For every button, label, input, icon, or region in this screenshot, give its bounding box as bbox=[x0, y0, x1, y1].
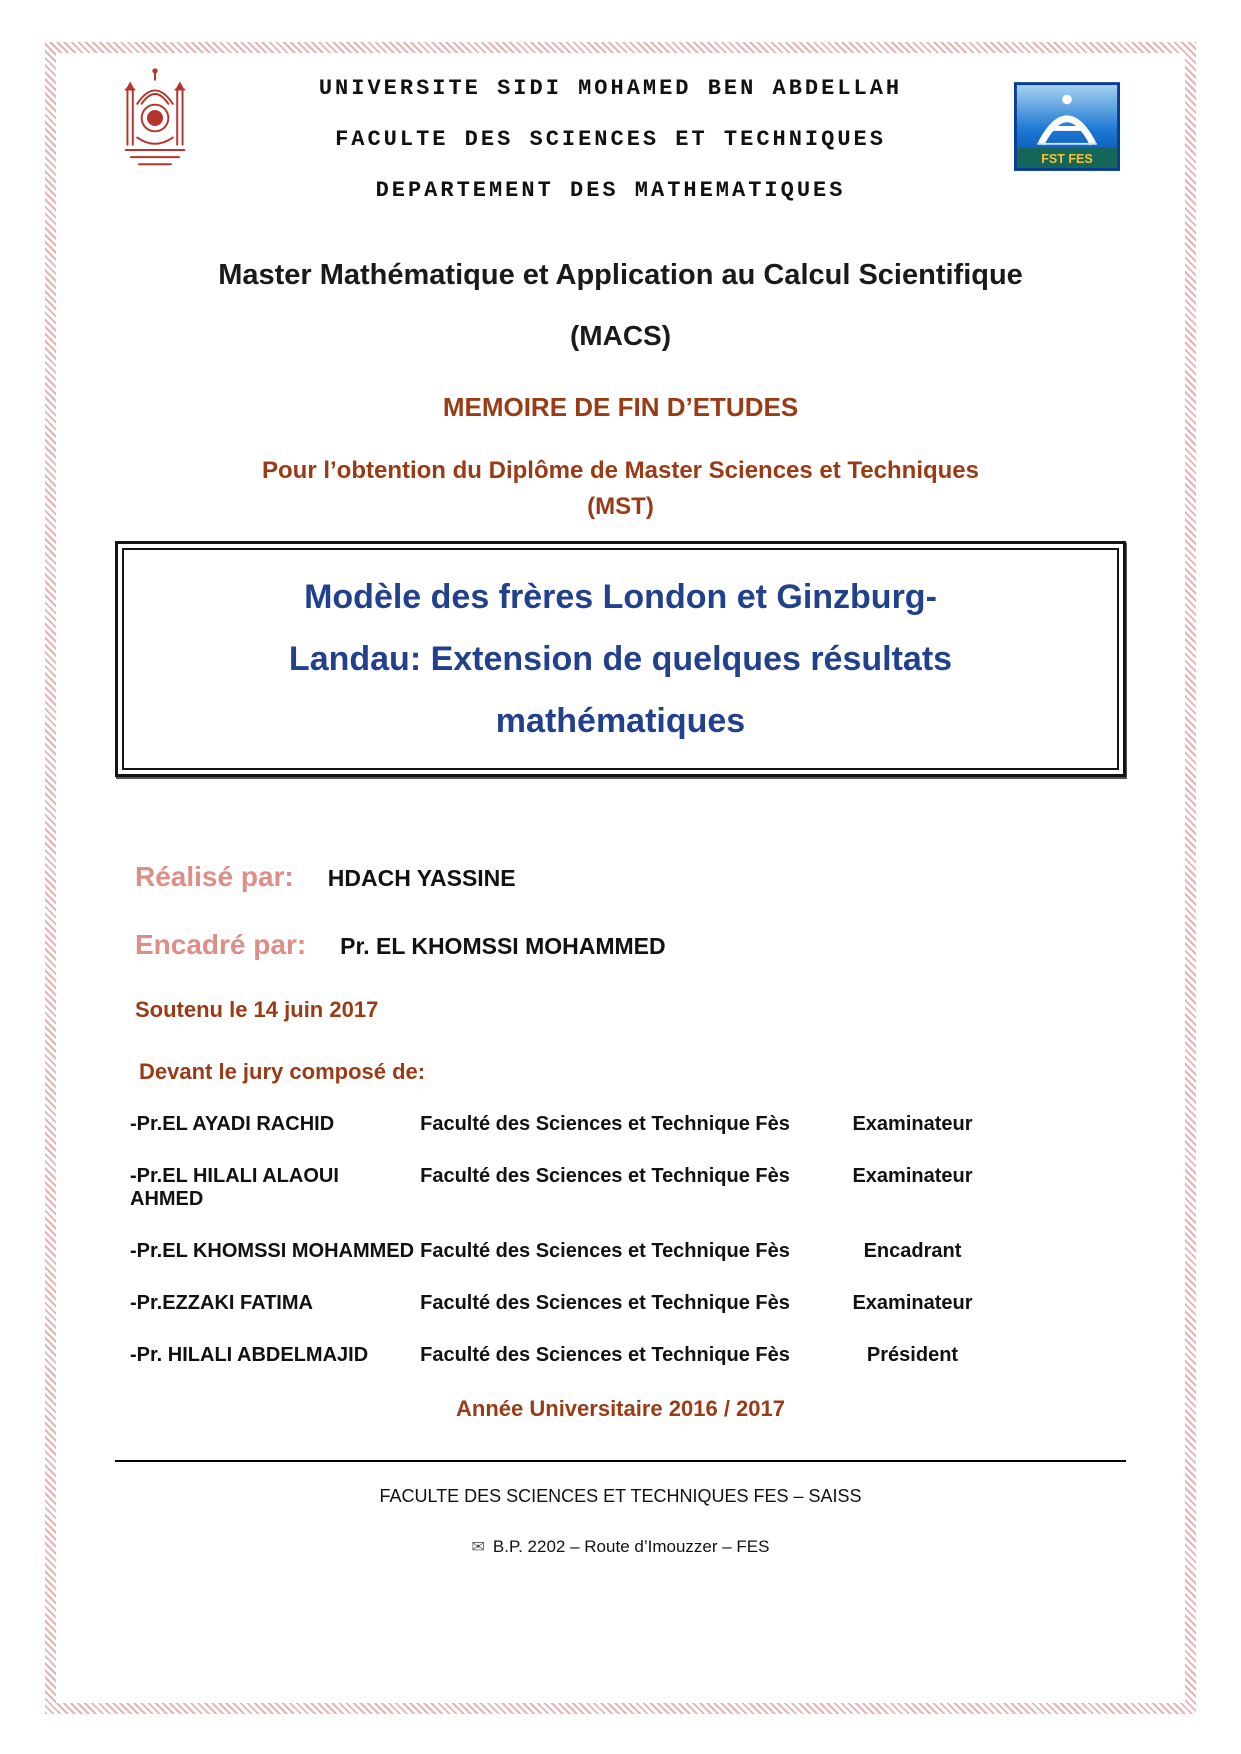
jury-row bbox=[115, 1113, 1126, 1136]
jury-member-affiliation: Faculté des Sciences et Technique Fès bbox=[420, 1165, 790, 1187]
jury-member-affiliation: Faculté des Sciences et Technique Fès bbox=[420, 1292, 790, 1314]
author-row bbox=[135, 861, 1126, 893]
department-name: DEPARTEMENT DES MATHEMATIQUES bbox=[375, 178, 846, 203]
jury-member-role: Encadrant bbox=[863, 1240, 962, 1262]
jury-member-name: -Pr. HILALI ABDELMAJID bbox=[130, 1344, 369, 1366]
memoire-subheading: Pour l’obtention du Diplôme de Master Sciences et Techniques bbox=[261, 457, 979, 484]
jury-member-role: Examinateur bbox=[852, 1165, 973, 1187]
jury-heading: Devant le jury composé de: bbox=[139, 1059, 426, 1084]
envelope-icon: ✉ bbox=[471, 1539, 485, 1556]
program-title: Master Mathématique et Application au Calcul Scientifique bbox=[218, 259, 1023, 291]
supervisor-name: Pr. EL KHOMSSI MOHAMMED bbox=[340, 933, 666, 959]
jury-member-affiliation: Faculté des Sciences et Technique Fès bbox=[420, 1344, 790, 1366]
jury-member-role: Président bbox=[866, 1344, 959, 1366]
footer-divider bbox=[115, 1460, 1126, 1462]
thesis-title bbox=[122, 548, 1119, 770]
jury-row bbox=[115, 1240, 1126, 1263]
author-label: Réalisé par: bbox=[135, 861, 294, 892]
university-emblem-icon bbox=[115, 64, 195, 172]
jury-member-name: -Pr.EZZAKI FATIMA bbox=[130, 1292, 313, 1314]
memoire-mst: (MST) bbox=[587, 493, 654, 520]
jury-member-affiliation: Faculté des Sciences et Technique Fès bbox=[420, 1113, 790, 1135]
jury-member-name: -Pr.EL KHOMSSI MOHAMMED bbox=[130, 1240, 415, 1262]
faculty-name: FACULTE DES SCIENCES ET TECHNIQUES bbox=[335, 127, 886, 152]
university-name: UNIVERSITE SIDI MOHAMED BEN ABDELLAH bbox=[318, 76, 903, 101]
page-content bbox=[115, 60, 1126, 1557]
header bbox=[115, 60, 1126, 229]
fst-logo bbox=[1014, 60, 1126, 176]
supervisor-label: Encadré par: bbox=[135, 929, 307, 960]
jury-member-role: Examinateur bbox=[852, 1113, 973, 1135]
thesis-title-line-1: Modèle des frères London et Ginzburg- bbox=[304, 578, 937, 616]
academic-year: Année Universitaire 2016 / 2017 bbox=[456, 1396, 785, 1421]
jury-member-affiliation: Faculté des Sciences et Technique Fès bbox=[420, 1240, 790, 1262]
jury-member-name: -Pr.EL HILALI ALAOUI AHMED bbox=[130, 1165, 339, 1210]
institution-header bbox=[207, 60, 1014, 229]
author-name: HDACH YASSINE bbox=[327, 865, 516, 891]
footer-address-line bbox=[115, 1537, 1126, 1557]
footer-faculty-line: FACULTE DES SCIENCES ET TECHNIQUES FES – SAISS bbox=[379, 1486, 862, 1506]
defense-date: Soutenu le 14 juin 2017 bbox=[135, 997, 379, 1022]
fst-logo-label: FST FES bbox=[1041, 152, 1093, 167]
thesis-title-line-3: mathématiques bbox=[495, 702, 746, 740]
fst-fes-logo-icon bbox=[1014, 82, 1120, 171]
program-acronym: (MACS) bbox=[569, 320, 672, 351]
thesis-title-line-2: Landau: Extension de quelques résultats bbox=[288, 640, 953, 678]
memoire-heading: MEMOIRE DE FIN D’ETUDES bbox=[442, 392, 799, 422]
jury-member-role: Examinateur bbox=[852, 1292, 973, 1314]
jury-row bbox=[115, 1292, 1126, 1315]
jury-row bbox=[115, 1344, 1126, 1367]
jury-row bbox=[115, 1165, 1126, 1211]
supervisor-row bbox=[135, 929, 1126, 961]
jury-table bbox=[115, 1113, 1126, 1367]
footer-address-text: B.P. 2202 – Route d’Imouzzer – FES bbox=[492, 1537, 770, 1556]
credits-section bbox=[115, 861, 1126, 1085]
university-logo bbox=[115, 60, 207, 177]
jury-member-name: -Pr.EL AYADI RACHID bbox=[130, 1113, 335, 1135]
thesis-title-box bbox=[115, 541, 1126, 777]
